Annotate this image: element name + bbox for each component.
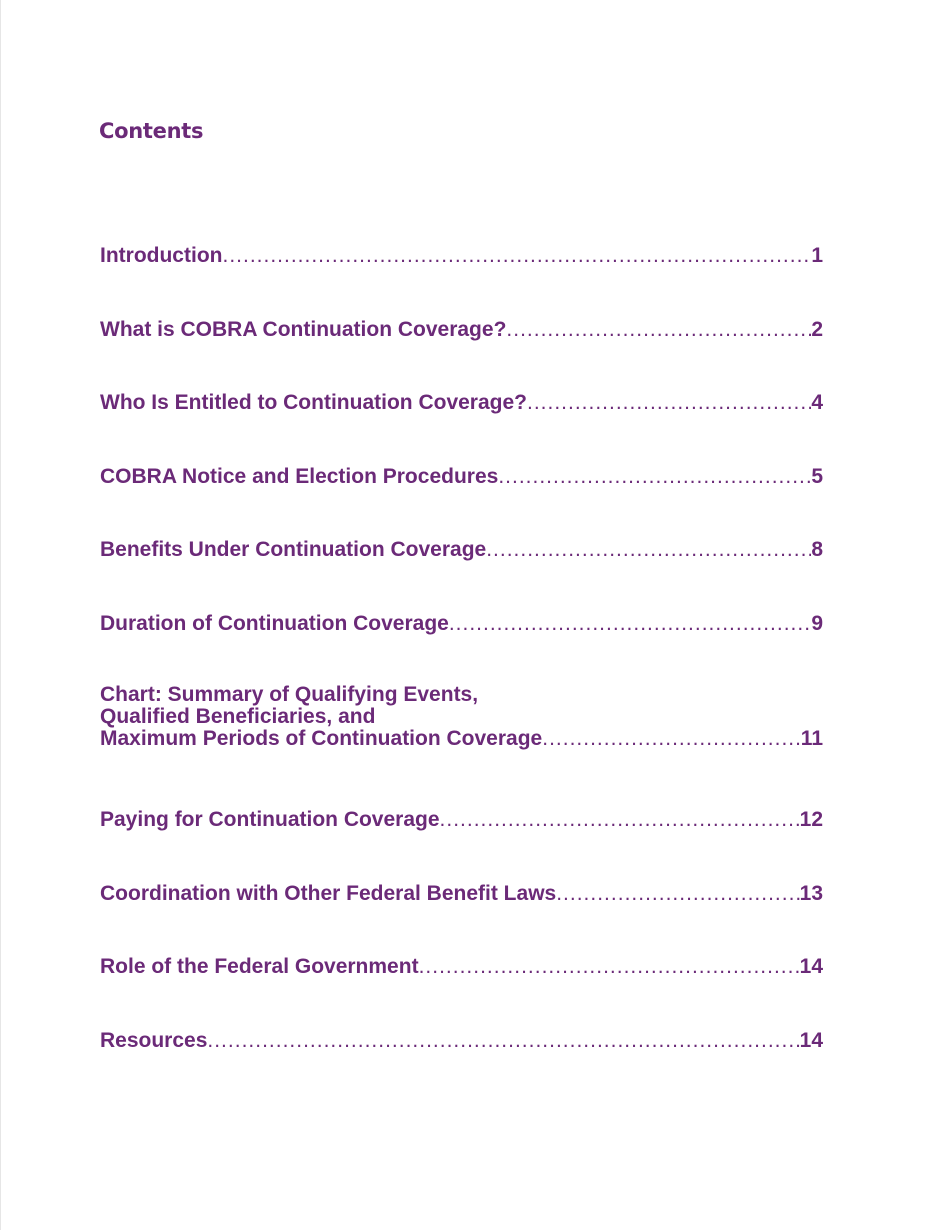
toc-entry-title: Duration of Continuation Coverage xyxy=(100,612,449,635)
toc-entry-title: Benefits Under Continuation Coverage xyxy=(100,538,487,561)
toc-page-number: 12 xyxy=(799,808,823,831)
toc-page-number: 5 xyxy=(811,465,823,488)
toc-page-number: 2 xyxy=(811,318,823,341)
toc-page-number: 13 xyxy=(799,882,823,905)
toc-entry-title: Coordination with Other Federal Benefit Laws xyxy=(100,882,557,905)
toc-entry-resources[interactable] xyxy=(100,1029,823,1053)
toc-page-number: 4 xyxy=(811,391,823,414)
toc-entry-title-line-2: Qualified Beneficiaries, and xyxy=(100,705,376,728)
toc-entry-introduction[interactable] xyxy=(100,244,823,268)
toc-entry-what-is-cobra[interactable] xyxy=(100,318,823,342)
toc-entry-title: Introduction xyxy=(100,244,223,267)
toc-page-number: 14 xyxy=(799,1029,823,1052)
toc-entry-title: Role of the Federal Government xyxy=(100,955,419,978)
dot-leader xyxy=(419,955,800,979)
toc-entry-federal-government[interactable] xyxy=(100,955,823,979)
toc-page-number: 14 xyxy=(799,955,823,978)
toc-entry-title-line-3: Maximum Periods of Continuation Coverage xyxy=(100,727,543,750)
page-edge xyxy=(0,0,1,1230)
toc-page-number: 11 xyxy=(800,727,823,750)
dot-leader xyxy=(498,465,811,489)
toc-entry-coordination[interactable] xyxy=(100,882,823,906)
dot-leader xyxy=(506,318,811,342)
dot-leader xyxy=(222,244,811,268)
dot-leader xyxy=(542,728,801,750)
toc-entry-title: What is COBRA Continuation Coverage? xyxy=(100,318,507,341)
toc-entry-title: Resources xyxy=(100,1029,208,1052)
toc-entry-duration[interactable] xyxy=(100,612,823,636)
dot-leader xyxy=(449,612,811,636)
toc-entry-title: COBRA Notice and Election Procedures xyxy=(100,465,499,488)
contents-heading: Contents xyxy=(99,119,204,143)
dot-leader xyxy=(556,882,799,906)
toc-entry-who-is-entitled[interactable] xyxy=(100,391,823,415)
toc-entry-title-line-1: Chart: Summary of Qualifying Events, xyxy=(100,683,479,706)
toc-entry-benefits[interactable] xyxy=(100,538,823,562)
toc-entry-title: Paying for Continuation Coverage xyxy=(100,808,440,831)
toc-page-number: 9 xyxy=(811,612,823,635)
dot-leader xyxy=(207,1029,799,1053)
toc-page-number: 1 xyxy=(811,244,823,267)
toc-entry-notice-election[interactable] xyxy=(100,465,823,489)
dot-leader xyxy=(440,808,800,832)
toc-page-number: 8 xyxy=(811,538,823,561)
dot-leader xyxy=(527,391,811,415)
toc-entry-chart-summary[interactable] xyxy=(100,684,823,750)
toc-entry-paying[interactable] xyxy=(100,808,823,832)
toc-entry-title: Who Is Entitled to Continuation Coverage? xyxy=(100,391,527,414)
dot-leader xyxy=(486,538,811,562)
